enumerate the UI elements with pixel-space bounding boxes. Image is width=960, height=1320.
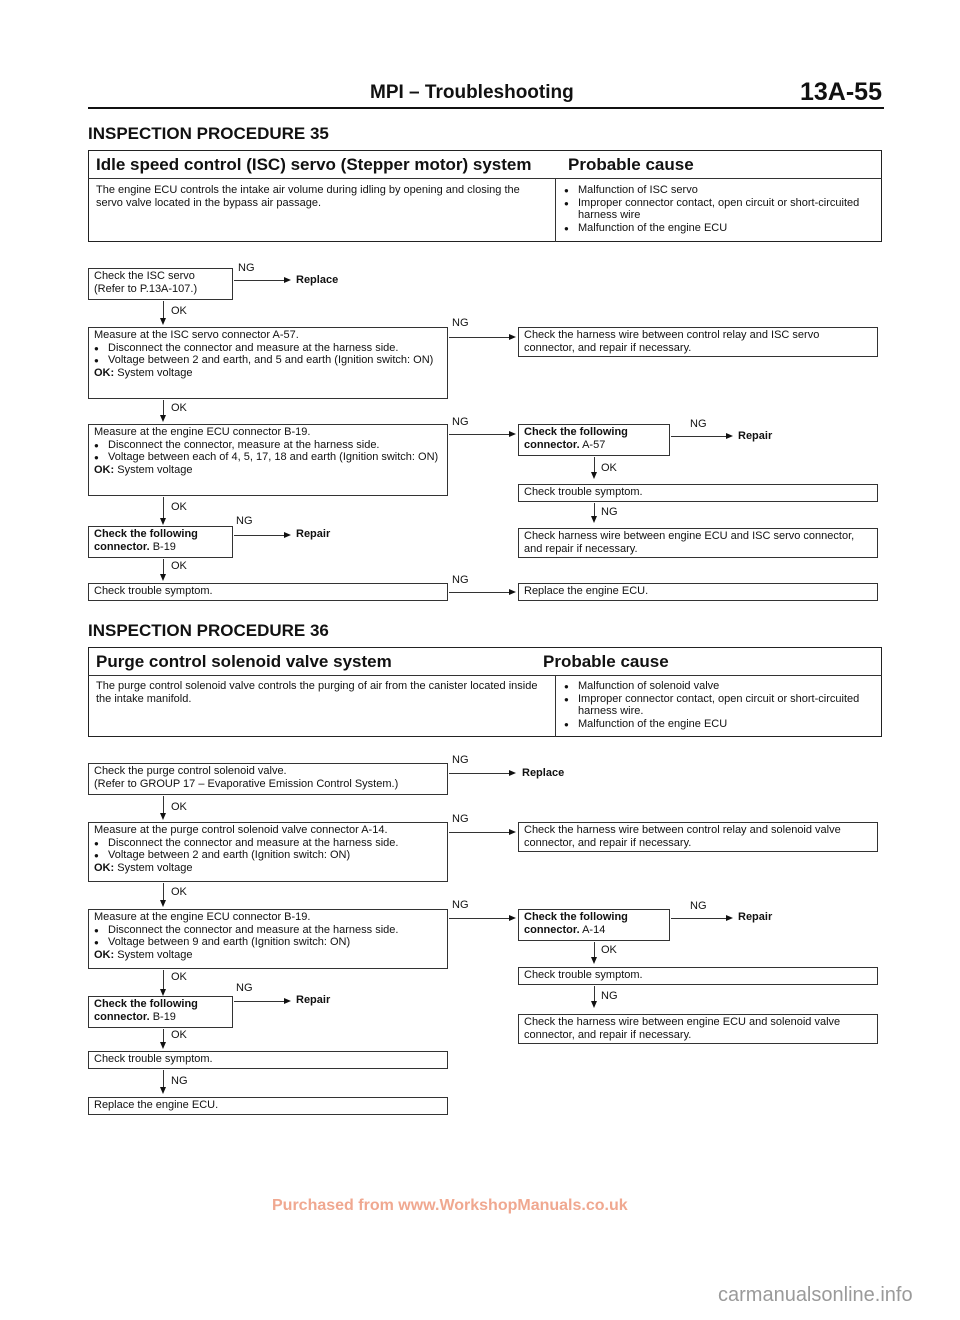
s36-repair-b19-label: Repair <box>296 994 331 1006</box>
ok-label: OK <box>601 462 617 474</box>
s35-step2-measure-isc-connector: Measure at the ISC servo connector A-57. ● Disconnect the connector and measure at the harness side. ● Voltage between 2 and earth, and 5 and earth (Ignition switch: ON) OK: System voltage <box>88 327 448 399</box>
s35-check-trouble-symptom-right: Check trouble symptom. <box>518 484 878 502</box>
section36-system-name: Purge control solenoid valve system <box>96 652 392 671</box>
arrow-icon <box>591 472 597 479</box>
ng-label: NG <box>690 418 707 430</box>
ng-label: NG <box>171 1075 188 1087</box>
s36-check-connector-b19: Check the following connector. B-19 <box>88 996 233 1028</box>
ok-label: OK <box>171 1029 187 1041</box>
s35-check-harness-relay-isc: Check the harness wire between control relay and ISC servo connector, and repair if necessary. <box>518 327 878 357</box>
cause-item: ● Improper connector contact, open circuit or short-circuited harness wire. <box>564 693 872 718</box>
ng-label: NG <box>238 262 255 274</box>
s36-step3-measure-ecu-connector: Measure at the engine ECU connector B-19. ● Disconnect the connector and measure at the harness side. ● Voltage between 9 and earth (Ignition switch: ON) OK: System voltage <box>88 909 448 969</box>
arrow-icon <box>160 813 166 820</box>
arrow-icon <box>726 433 733 439</box>
cause-item: ● Malfunction of solenoid valve <box>564 680 872 693</box>
s36-check-harness-ecu-solenoid: Check the harness wire between engine ECU and solenoid valve connector, and repair if necessary. <box>518 1014 878 1044</box>
s35-replace-label: Replace <box>296 274 339 286</box>
arrow-icon <box>509 334 516 340</box>
ng-label: NG <box>236 515 253 527</box>
ok-label: OK <box>171 402 187 414</box>
watermark: carmanualsonline.info <box>718 1284 913 1306</box>
section35-cause-list <box>564 184 872 234</box>
s35-check-connector-b19: Check the following connector. B-19 <box>88 526 233 558</box>
arrow-icon <box>160 989 166 996</box>
section36-description: The purge control solenoid valve controls the purging of air from the canister located inside the intake manifold. <box>96 680 538 705</box>
ok-label: OK <box>171 501 187 513</box>
section36-cause-list <box>564 680 872 730</box>
s35-step1-check-isc-servo: Check the ISC servo (Refer to P.13A-107.) <box>88 268 233 300</box>
s35-check-trouble-symptom: Check trouble symptom. <box>88 583 448 601</box>
arrow-icon <box>160 518 166 525</box>
section36-probable-cause-label: Probable cause <box>543 652 669 671</box>
s36-step1-check-purge-valve: Check the purge control solenoid valve. (Refer to GROUP 17 – Evaporative Emission Control System.) <box>88 763 448 795</box>
ng-label: NG <box>452 754 469 766</box>
arrow-icon <box>509 915 516 921</box>
ok-label: OK <box>171 971 187 983</box>
arrow-icon <box>284 998 291 1004</box>
header-rule <box>88 107 884 109</box>
s36-repair-a14-label: Repair <box>738 911 773 923</box>
s35-replace-engine-ecu: Replace the engine ECU. <box>518 583 878 601</box>
cause-item: ● Malfunction of ISC servo <box>564 184 872 197</box>
page-title: MPI – Troubleshooting <box>370 82 574 103</box>
section35-system-name: Idle speed control (ISC) servo (Stepper motor) system <box>96 155 532 174</box>
arrow-icon <box>160 900 166 907</box>
s35-check-connector-a57: Check the following connector. A-57 <box>518 424 670 456</box>
ng-label: NG <box>601 506 618 518</box>
arrow-icon <box>160 1087 166 1094</box>
s36-check-trouble-symptom: Check trouble symptom. <box>88 1051 448 1069</box>
arrow-icon <box>160 415 166 422</box>
ng-label: NG <box>452 813 469 825</box>
arrow-icon <box>284 532 291 538</box>
ng-label: NG <box>236 982 253 994</box>
arrow-icon <box>591 1001 597 1008</box>
s35-check-harness-ecu-isc: Check harness wire between engine ECU and ISC servo connector, and repair if necessary. <box>518 528 878 558</box>
ng-label: NG <box>452 899 469 911</box>
cause-item: ● Improper connector contact, open circuit or short-circuited harness wire <box>564 197 872 222</box>
s36-replace-engine-ecu: Replace the engine ECU. <box>88 1097 448 1115</box>
arrow-icon <box>284 277 291 283</box>
arrow-icon <box>726 915 733 921</box>
purchased-footer: Purchased from www.WorkshopManuals.co.uk <box>272 1197 628 1214</box>
arrow-icon <box>509 431 516 437</box>
section35-description: The engine ECU controls the intake air volume during idling by opening and closing the servo valve located in the bypass air passage. <box>96 184 520 209</box>
ok-label: OK <box>171 305 187 317</box>
ng-label: NG <box>452 416 469 428</box>
s36-check-harness-relay-solenoid: Check the harness wire between control relay and solenoid valve connector, and repair if necessary. <box>518 822 878 852</box>
ng-label: NG <box>452 574 469 586</box>
ok-label: OK <box>171 560 187 572</box>
arrow-icon <box>160 1042 166 1049</box>
section35-title: INSPECTION PROCEDURE 35 <box>88 124 329 143</box>
s36-replace-label: Replace <box>522 767 565 779</box>
section36-title: INSPECTION PROCEDURE 36 <box>88 621 329 640</box>
section35-probable-cause-label: Probable cause <box>568 155 694 174</box>
ok-label: OK <box>601 944 617 956</box>
cause-item: ● Malfunction of the engine ECU <box>564 222 872 235</box>
s36-check-trouble-symptom-right: Check trouble symptom. <box>518 967 878 985</box>
arrow-icon <box>591 516 597 523</box>
arrow-icon <box>591 957 597 964</box>
ng-label: NG <box>690 900 707 912</box>
arrow-icon <box>509 829 516 835</box>
s35-repair-b19-label: Repair <box>296 528 331 540</box>
s36-step2-measure-purge-connector: Measure at the purge control solenoid valve connector A-14. ● Disconnect the connector and measure at the harness side. ● Voltage between 2 and earth (Ignition switch: ON) OK: System voltage <box>88 822 448 882</box>
arrow-icon <box>509 770 516 776</box>
ok-label: OK <box>171 801 187 813</box>
ng-label: NG <box>601 990 618 1002</box>
s36-check-connector-a14: Check the following connector. A-14 <box>518 909 670 941</box>
cause-item: ● Malfunction of the engine ECU <box>564 718 872 731</box>
ok-label: OK <box>171 886 187 898</box>
arrow-icon <box>509 589 516 595</box>
page-number: 13A-55 <box>800 78 882 106</box>
s35-step3-measure-ecu-connector: Measure at the engine ECU connector B-19. ● Disconnect the connector, measure at the harness side. ● Voltage between each of 4, 5, 17, 18 and earth (Ignition switch: ON) OK: System voltage <box>88 424 448 496</box>
s35-repair-a57-label: Repair <box>738 430 773 442</box>
ng-label: NG <box>452 317 469 329</box>
arrow-icon <box>160 574 166 581</box>
arrow-icon <box>160 318 166 325</box>
